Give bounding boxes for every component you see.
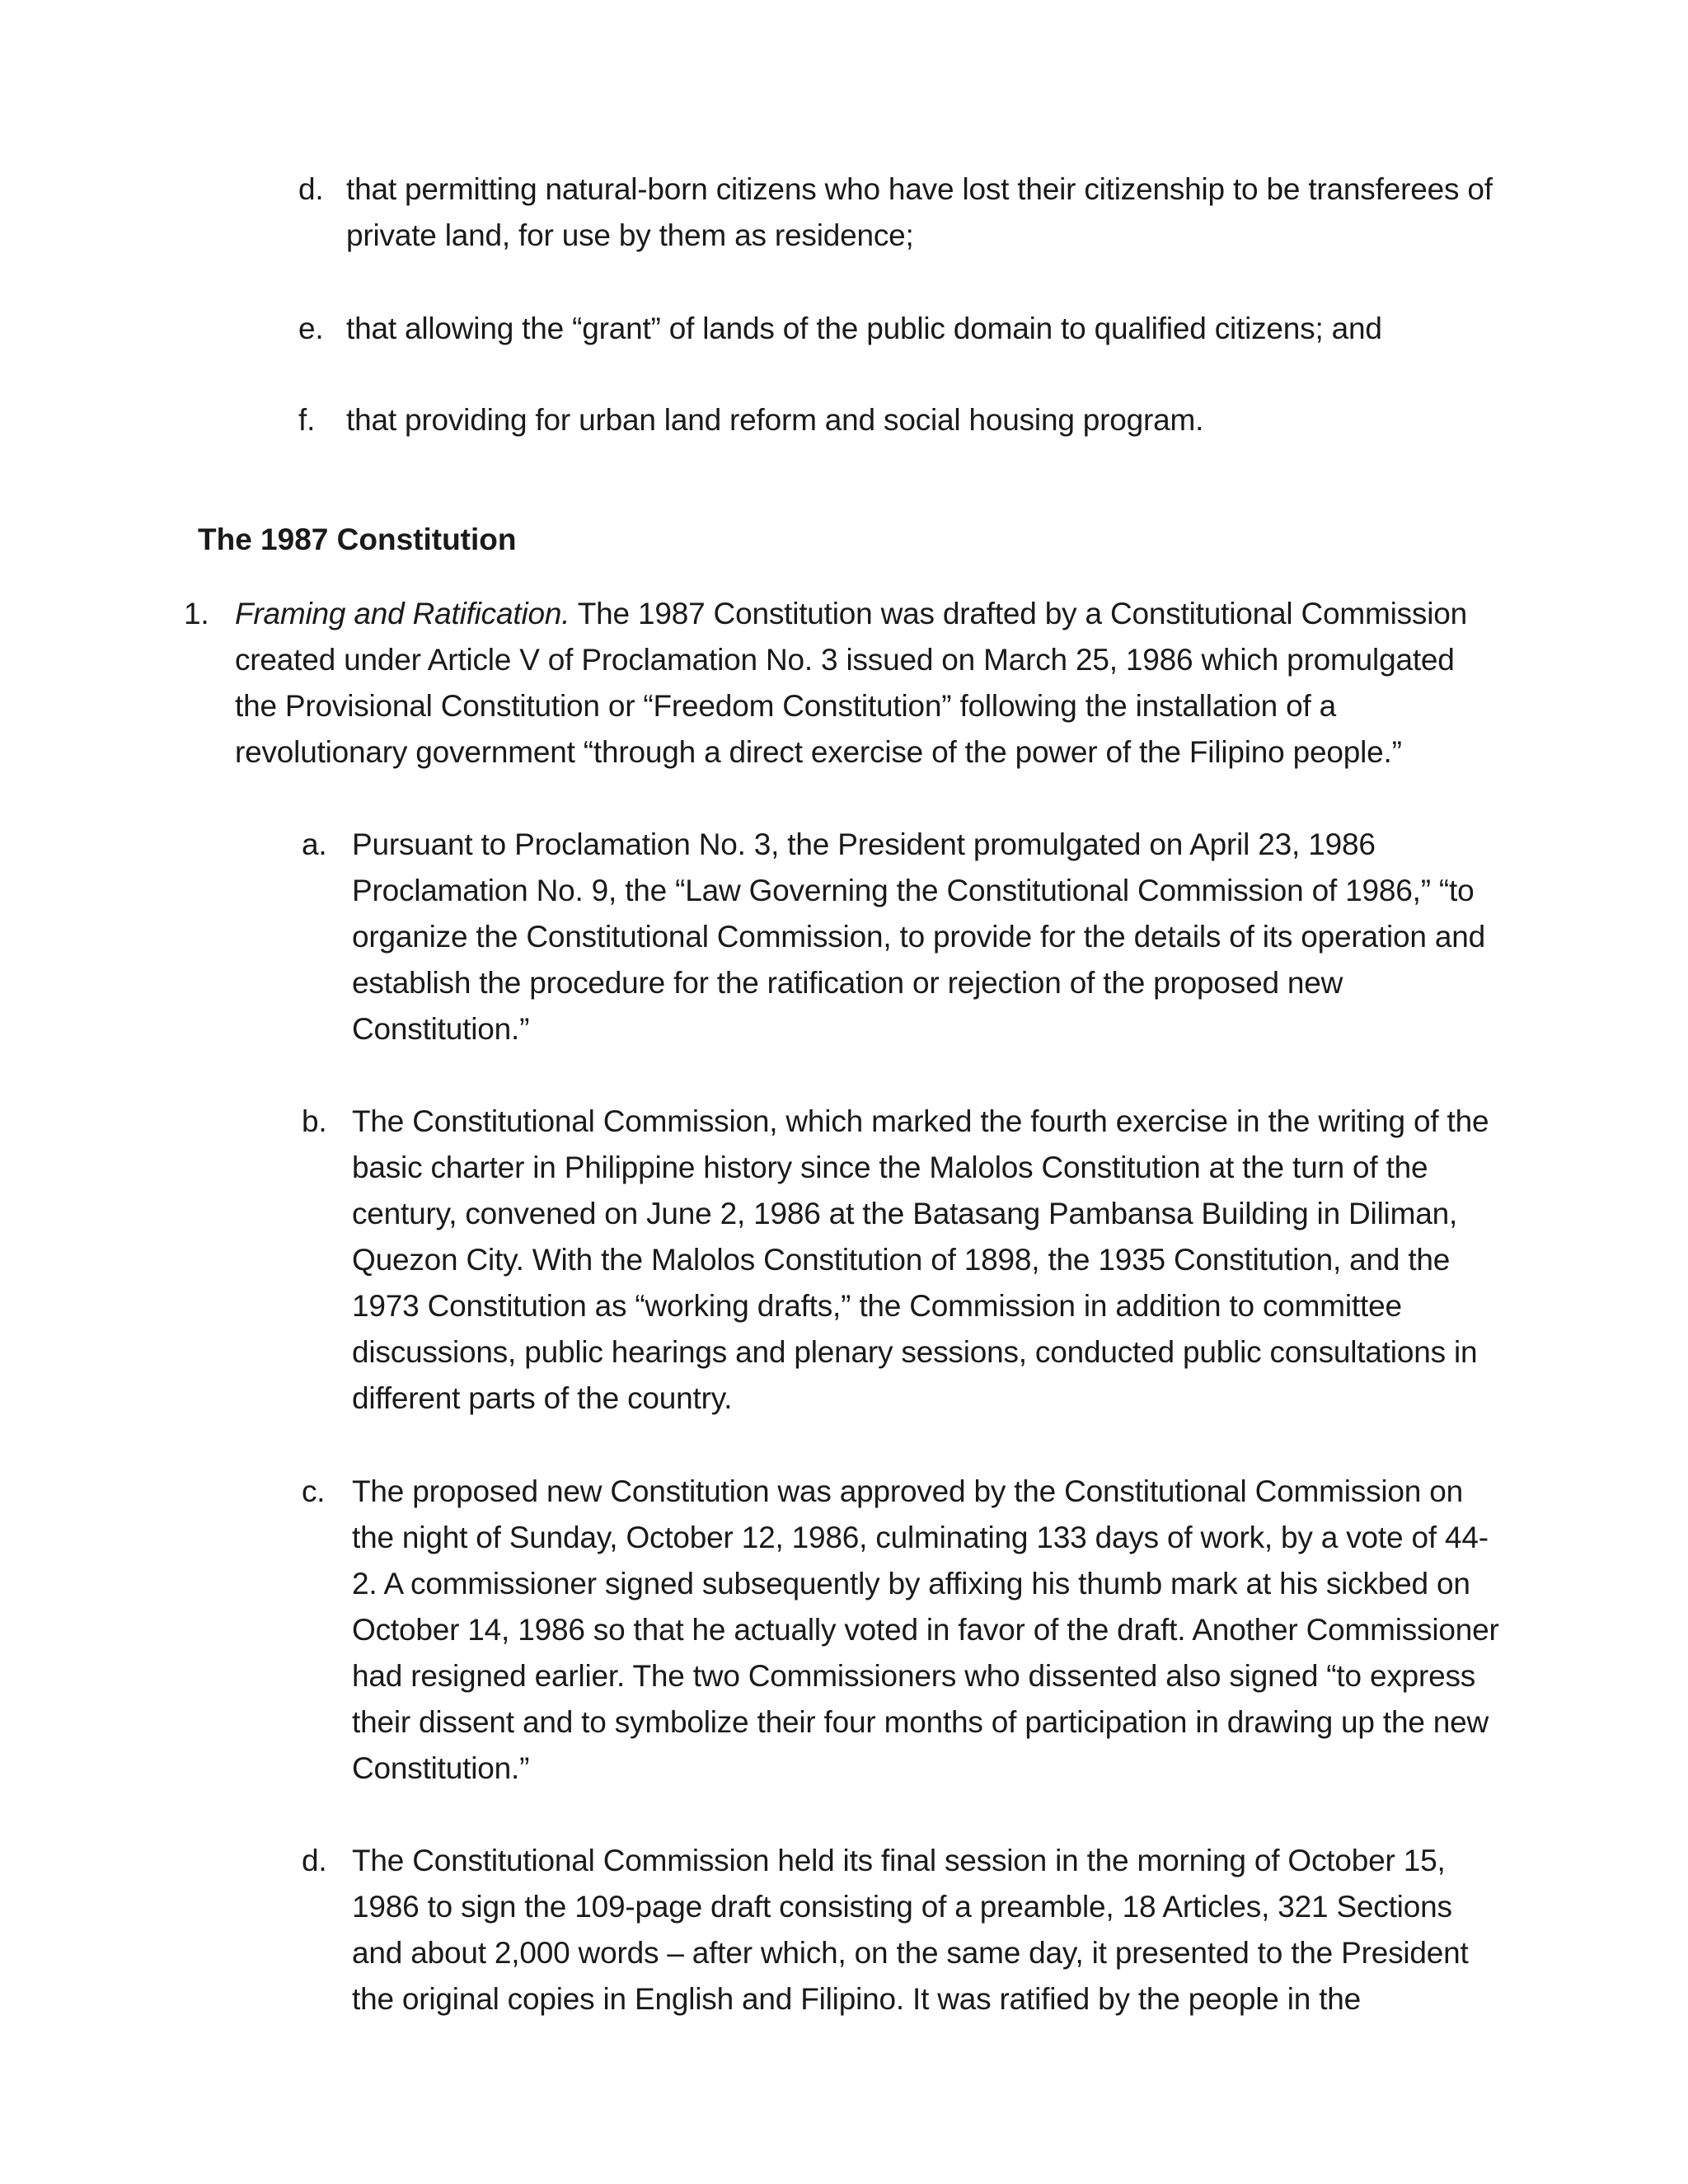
list-item-text: that permitting natural-born citizens who have lost their citizenship to be transferees of private land, for use by them as residence; xyxy=(346,172,1493,252)
list-marker: d. xyxy=(298,172,324,206)
section-heading: The 1987 Constitution xyxy=(198,523,517,556)
list-marker: a. xyxy=(302,827,327,861)
sub-item-c xyxy=(302,1469,1505,1792)
list-marker: b. xyxy=(302,1104,327,1138)
list-item-text: that providing for urban land reform and social housing program. xyxy=(346,403,1204,437)
list-marker: 1. xyxy=(184,597,209,630)
numbered-item-1 xyxy=(184,591,1503,776)
list-item-text: The Constitutional Commission held its final session in the morning of October 15, 1986 to sign the 109-page draft consisting of a preamble, 18 Articles, 321 Sections and about 2,000 words – after which, on the same day, it presented to the President the original copies in English and Filipino. It was ratified by the people in the xyxy=(352,1844,1469,2016)
list-item-text: Pursuant to Proclamation No. 3, the President promulgated on April 23, 1986 Proclamation No. 9, the “Law Governing the Constitutional Commission of 1986,” “to organize the Constitutional Commission, to provide for the details of its operation and establish the procedure for the ratification or rejection of the proposed new Constitution.” xyxy=(352,827,1485,1046)
list-marker: f. xyxy=(298,403,316,437)
list-item-e-top xyxy=(298,306,1502,352)
list-marker: e. xyxy=(298,312,324,345)
list-item-text: that allowing the “grant” of lands of the public domain to qualified citizens; and xyxy=(346,312,1382,345)
list-item-text: The Constitutional Commission, which marked the fourth exercise in the writing of the basic charter in Philippine history since the Malolos Constitution at the turn of the century, convened on June 2, 1986 at the Batasang Pambansa Building in Diliman, Quezon City. With the Malolos Constitution of 1898, the 1935 Constitution, and the 1973 Constitution as “working drafts,” the Commission in addition to committee discussions, public hearings and plenary sessions, conducted public consultations in different parts of the country. xyxy=(352,1104,1489,1415)
sub-item-a xyxy=(302,822,1505,1052)
sub-item-b xyxy=(302,1099,1505,1422)
item-body: The 1987 Constitution was drafted by a Constitutional Commission created under Article V of Proclamation No. 3 issued on March 25, 1986 which promulgated the Provisional Constitution or “Freedom Constitution” following the installation of a revolutionary government “through a direct exercise of the power of the Filipino people.” xyxy=(235,597,1467,769)
list-marker: c. xyxy=(302,1474,326,1508)
list-item-text: The proposed new Constitution was approved by the Constitutional Commission on the night of Sunday, October 12, 1986, culminating 133 days of work, by a vote of 44-2. A commissioner signed subsequently by affixing his thumb mark at his sickbed on October 14, 1986 so that he actually voted in favor of the draft. Another Commissioner had resigned earlier. The two Commissioners who dissented also signed “to express their dissent and to symbolize their four months of participation in drawing up the new Constitution.” xyxy=(352,1474,1499,1785)
list-item-text xyxy=(235,591,1503,776)
list-item-f-top xyxy=(298,397,1502,443)
list-marker: d. xyxy=(302,1844,327,1877)
item-lead-phrase: Framing and Ratification. xyxy=(235,597,570,630)
sub-item-d xyxy=(302,1838,1505,2022)
list-item-d-top xyxy=(298,166,1502,259)
